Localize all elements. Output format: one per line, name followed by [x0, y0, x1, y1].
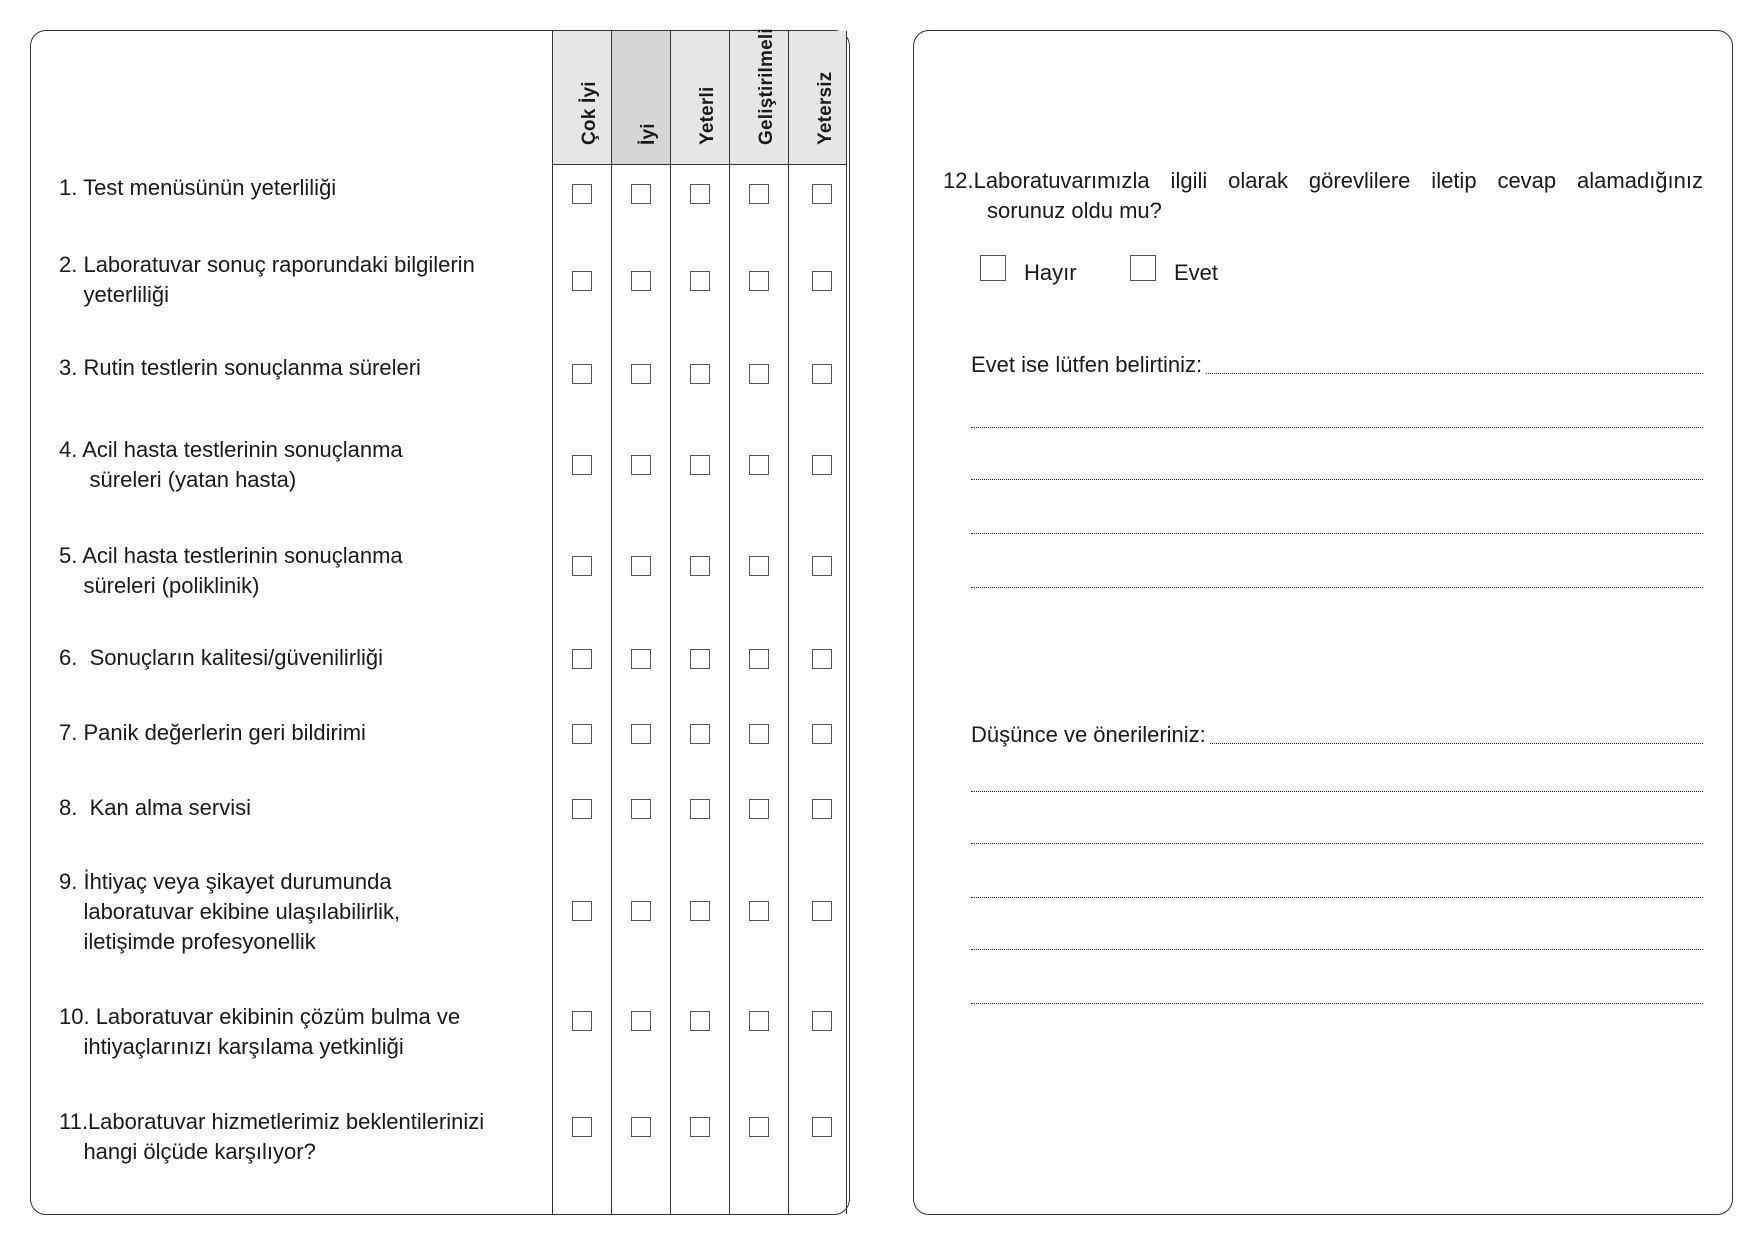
rating-column	[788, 31, 847, 1214]
question-label: 4. Acil hasta testlerinin sonuçlanma süreleri (yatan hasta)	[59, 437, 403, 492]
rating-checkbox[interactable]	[812, 901, 832, 921]
column-header-label: Yeterli	[697, 86, 718, 145]
question-label: 1. Test menüsünün yeterliliği	[59, 175, 337, 200]
rating-checkbox[interactable]	[690, 184, 710, 204]
rating-checkbox[interactable]	[812, 724, 832, 744]
rating-checkbox[interactable]	[690, 271, 710, 291]
rating-checkbox[interactable]	[631, 556, 651, 576]
rating-form-panel	[30, 30, 850, 1215]
rating-checkbox[interactable]	[812, 1117, 832, 1137]
column-header-label: Yetersiz	[814, 71, 836, 145]
rating-checkbox[interactable]	[812, 556, 832, 576]
rating-checkbox[interactable]	[812, 184, 832, 204]
rating-checkbox[interactable]	[572, 724, 592, 744]
rating-checkbox[interactable]	[631, 364, 651, 384]
question-label: 11.Laboratuvar hizmetlerimiz beklentilerinizi hangi ölçüde karşılıyor?	[59, 1109, 485, 1164]
rating-checkbox[interactable]	[690, 724, 710, 744]
rating-checkbox[interactable]	[572, 1117, 592, 1137]
comments-label: Düşünce ve önerileriniz:	[971, 721, 1209, 749]
rating-checkbox[interactable]	[749, 1011, 769, 1031]
question-label: 9. İhtiyaç veya şikayet durumunda laboratuvar ekibine ulaşılabilirlik, iletişimde profesyonellik	[59, 869, 401, 954]
rating-checkbox[interactable]	[631, 1011, 651, 1031]
rating-checkbox[interactable]	[690, 901, 710, 921]
rating-column	[729, 28, 788, 1214]
comment-line[interactable]	[971, 1003, 1703, 1004]
rating-checkbox[interactable]	[572, 271, 592, 291]
rating-column	[552, 31, 611, 1214]
rating-column	[611, 31, 670, 1214]
yes-checkbox[interactable]	[1130, 255, 1156, 281]
rating-checkbox[interactable]	[631, 271, 651, 291]
rating-checkbox[interactable]	[749, 271, 769, 291]
column-header	[730, 28, 788, 165]
question-label: 2. Laboratuvar sonuç raporundaki bilgilerin yeterliliği	[59, 252, 475, 307]
no-checkbox[interactable]	[980, 255, 1006, 281]
question-label: 8. Kan alma servisi	[59, 795, 251, 820]
rating-checkbox[interactable]	[631, 901, 651, 921]
rating-checkbox[interactable]	[812, 364, 832, 384]
column-header	[612, 31, 670, 165]
question-12-line1: 12.Laboratuvarımızla ilgili olarak görevlilere iletip cevap alamadığınız	[943, 168, 1703, 193]
question-label: 6. Sonuçların kalitesi/güvenilirliği	[59, 645, 384, 670]
question-label: 10. Laboratuvar ekibinin çözüm bulma ve ihtiyaçlarınızı karşılama yetkinliği	[59, 1004, 461, 1059]
rating-checkbox[interactable]	[749, 364, 769, 384]
rating-checkbox[interactable]	[572, 184, 592, 204]
rating-checkbox[interactable]	[749, 455, 769, 475]
rating-checkbox[interactable]	[749, 649, 769, 669]
rating-checkbox[interactable]	[631, 799, 651, 819]
rating-checkbox[interactable]	[690, 649, 710, 669]
rating-checkbox[interactable]	[572, 649, 592, 669]
comment-line[interactable]	[971, 791, 1703, 792]
rating-checkbox[interactable]	[690, 1011, 710, 1031]
rating-checkbox[interactable]	[690, 1117, 710, 1137]
rating-checkbox[interactable]	[572, 1011, 592, 1031]
rating-checkbox[interactable]	[812, 799, 832, 819]
column-header-label: Geliştirilmeli	[756, 28, 777, 145]
comment-line[interactable]	[971, 843, 1703, 844]
answer-line[interactable]	[971, 587, 1703, 588]
no-option-label: Hayır	[1024, 260, 1077, 285]
rating-checkbox[interactable]	[690, 455, 710, 475]
rating-checkbox[interactable]	[631, 1117, 651, 1137]
question-label: 7. Panik değerlerin geri bildirimi	[59, 720, 366, 745]
rating-checkbox[interactable]	[572, 364, 592, 384]
column-header-label: İyi	[638, 123, 659, 145]
rating-checkbox[interactable]	[631, 724, 651, 744]
rating-checkbox[interactable]	[572, 901, 592, 921]
column-header-label: Çok İyi	[579, 81, 600, 145]
rating-checkbox[interactable]	[812, 1011, 832, 1031]
rating-checkbox[interactable]	[812, 649, 832, 669]
rating-checkbox[interactable]	[749, 1117, 769, 1137]
answer-line[interactable]	[971, 533, 1703, 534]
rating-checkbox[interactable]	[690, 364, 710, 384]
rating-checkbox[interactable]	[749, 556, 769, 576]
rating-checkbox[interactable]	[572, 556, 592, 576]
question-label: 5. Acil hasta testlerinin sonuçlanma süreleri (poliklinik)	[59, 543, 403, 598]
rating-checkbox[interactable]	[812, 455, 832, 475]
comment-line[interactable]	[971, 949, 1703, 950]
rating-checkbox[interactable]	[749, 724, 769, 744]
yes-option-label: Evet	[1174, 260, 1219, 285]
question-12-line2: sorunuz oldu mu?	[987, 198, 1162, 223]
if-yes-label: Evet ise lütfen belirtiniz:	[971, 351, 1205, 379]
rating-checkbox[interactable]	[572, 455, 592, 475]
comment-line[interactable]	[971, 897, 1703, 898]
answer-line[interactable]	[971, 427, 1703, 428]
rating-checkbox[interactable]	[690, 799, 710, 819]
rating-checkbox[interactable]	[690, 556, 710, 576]
answer-line[interactable]	[971, 479, 1703, 480]
feedback-panel	[913, 30, 1733, 1215]
rating-checkbox[interactable]	[631, 649, 651, 669]
column-header	[671, 31, 729, 165]
rating-checkbox[interactable]	[572, 799, 592, 819]
rating-checkbox[interactable]	[749, 184, 769, 204]
question-label: 3. Rutin testlerin sonuçlanma süreleri	[59, 355, 421, 380]
rating-checkbox[interactable]	[812, 271, 832, 291]
rating-checkbox[interactable]	[631, 184, 651, 204]
rating-column	[670, 31, 729, 1214]
rating-checkbox[interactable]	[749, 901, 769, 921]
column-header	[789, 31, 846, 165]
rating-checkbox[interactable]	[749, 799, 769, 819]
rating-checkbox[interactable]	[631, 455, 651, 475]
column-header	[553, 31, 611, 165]
